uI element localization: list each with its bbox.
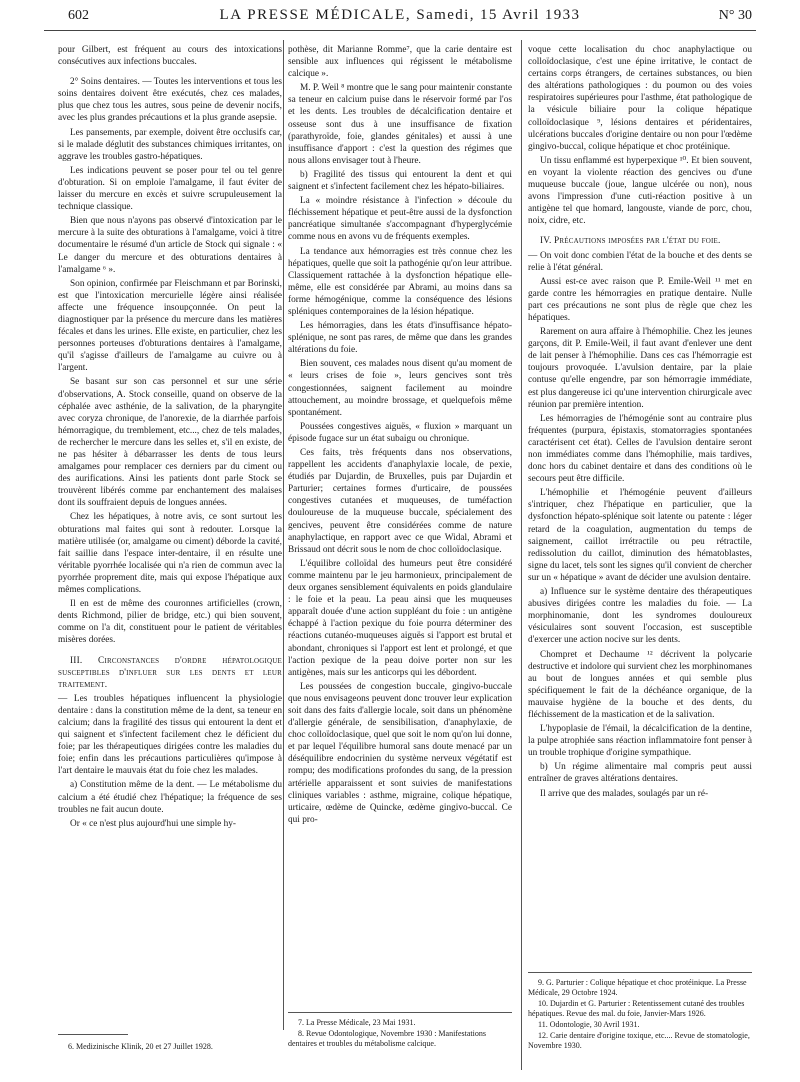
paragraph: Aussi est-ce avec raison que P. Emile-Weil ¹¹ met en garde contre les hémorragies en pratique dentaire. Nulle part ces précautions ne sont plus de règle que chez les hépatiques. — [528, 276, 752, 323]
paragraph: Chez les hépatiques, à notre avis, ce sont surtout les obturations mal faites qui sont à redouter. Lorsque la matière utilisée (or, amalgame ou ciment) déborde la cavité, fait saillie dans l'espace inter-dentaire, il en résulte une véritable pyorrhée localisée qui n'a rien de commun avec la pyorrhée proprement dite, mais qui expose l'hépatique aux mêmes complications. — [58, 512, 282, 596]
paragraph: La « moindre résistance à l'infection » découle du fléchissement hépatique et peut-être aussi de la dysfonction pancréatique simultanée s'accompagnant d'hyperglycémie comme nous en avons vu de fréquents exemples. — [288, 196, 512, 243]
paragraph: Rarement on aura affaire à l'hémophilie. Chez les jeunes garçons, dit P. Emile-Weil, il faut avant d'enlever une dent de lait penser à l'hémophilie. Dans ces cas l'hémorragie est toujours provoquée. L'avulsion dentaire, par la plaie contuse qu'elle engendre, par son hémorragie immédiate, est plus dangereuse ici qu'une intervention chirurgicale avec réunion par première intention. — [528, 327, 752, 410]
column-divider — [521, 40, 522, 1070]
footnote-rule — [288, 1012, 512, 1013]
paragraph: 2° Soins dentaires. — Toutes les interventions et tous les soins dentaires doivent être exécutés, chez ces malades, plus que chez tous les autres, sous peine de devenir nocifs, avec les plus grandes précautions et la plus grande asepsie. — [58, 77, 282, 124]
footnotes-col-1 — [58, 1042, 282, 1053]
paragraph: — Les troubles hépatiques influencent la physiologie dentaire : dans la constitution même de la dent, sa teneur en calcium; dans la fragilité des tissus qui entourent la dent et qui saignent et s'infectent facilement chez le déficient du foie; par les thérapeutiques dirigées contre les maladies du foie; enfin dans les précautions particulières qu'impose à l'art dentaire le mauvais état du foie chez les malades. — [58, 693, 282, 777]
footnote-8: 8. Revue Odontologique, Novembre 1930 : Manifestations dentaires et troubles du métabolisme calcique. — [288, 1029, 486, 1048]
paragraph: Chompret et Dechaume ¹² décrivent la polycarie destructive et indolore qui survient chez les morphinomanes au bout de longues années et qui semble plus spécifiquement le fait de la déchéance organique, de la mauvaise hygiène de la bouche et des dents, du fléchissement de la mastication et de la salivation. — [528, 649, 752, 720]
journal-name: LA PRESSE MÉDICALE, — [219, 7, 412, 23]
paragraph: Ces faits, très fréquents dans nos observations, rappellent les accidents d'anaphylaxie locale, de pexie, étudiés par Dujardin, de Bruxelles, puis par Dujardin et Parturier; certaines formes d'urticaire, de poussées congestives cutanées et muqueuses, de tuméfaction douloureuse de la muqueuse buccale, spécialement des gencives, peuvent être considérées comme de nature anaphylactique, en rapport avec ce que Widal, Abrami et Brissaud ont décrit sous le nom de choc colloïdoclasique. — [288, 448, 512, 555]
paragraph: Se basant sur son cas personnel et sur une série d'observations, A. Stock conseille, quand on observe de la céphalée avec asthénie, de la salivation, de la pharyngite avec coryza chronique, de l'anorexie, de la diarrhée parfois hémorragique, du tremblement, etc..., chez de tels malades, de rechercher le mercure dans les selles et, s'il en existe, de ne pas hésiter à débarrasser les dents de tous leurs amalgames pour remplacer ces derniers par du ciment ou des aurifications. Ainsi les patients dont parle Stock se trouvèrent libérés comme par enchantement des malaises dont ils souffraient depuis de longues années. — [58, 377, 282, 509]
section-heading-4: IV. Précautions imposées par l'état du foie. — [540, 236, 721, 247]
running-title — [44, 7, 756, 24]
footnote-10: 10. Dujardin et G. Parturier : Retentissement cutané des troubles hépatiques. Revue des mal. du foie, Janvier-Mars 1926. — [528, 999, 745, 1018]
paragraph: Son opinion, confirmée par Fleischmann et par Borinski, est que l'intoxication mercurielle légère ainsi réalisée affecte une fréquence insoupçonnée. On peut la diagnostiquer par la présence du mercure dans les matières fécales et dans les urines. Elle existe, en particulier, chez les personnes porteuses d'obturations dentaires à l'amalgame, qu'il s'agisse d'ailleurs de l'amalgame au cuivre ou à l'argent. — [58, 278, 282, 374]
paragraph: pothèse, dit Marianne Romme⁷, que la carie dentaire est sensible aux influences qui régissent le métabolisme calcique ». — [288, 45, 512, 80]
paragraph: b) Un régime alimentaire mal compris peut aussi entraîner de graves altérations dentaires. — [528, 762, 752, 785]
page-header — [44, 4, 756, 31]
paragraph: pour Gilbert, est fréquent au cours des intoxications consécutives aux infections buccales. — [58, 45, 282, 68]
paragraph: a) Influence sur le système dentaire des thérapeutiques abusives dirigées contre les maladies du foie. — La morphinomanie, dont les syndromes douloureux vésiculaires sont souvent l'occasion, est susceptible d'exercer une action nocive sur les dents. — [528, 587, 752, 646]
paragraph: Les hémorragies, dans les états d'insuffisance hépato-splénique, ne sont pas rares, de même que dans les grandes altérations du foie. — [288, 321, 512, 356]
column-2 — [288, 44, 512, 828]
paragraph: Il en est de même des couronnes artificielles (crown, dents Richmond, pilier de bridge, etc.) qui bien souvent, comme on l'a dit, constituent pour le patient de véritables misères dorées. — [58, 599, 282, 646]
paragraph: — On voit donc combien l'état de la bouche et des dents se relie à l'état général. — [528, 250, 752, 273]
page-number: 602 — [68, 8, 89, 23]
paragraph: L'hémophilie et l'hémogénie peuvent d'ailleurs s'intriquer, chez l'hépatique en particulier, que la dysfonction hépato-splénique soit latente ou patente : léger retard de la coagulation, augmentation du temps de saignement, caillot irrétractile ou peu rétractile, redissolution du caillot, diminution des hématoblastes, signe du lacet, tels sont les signes qu'il convient de chercher sur un « hépatique » avant de décider une avulsion dentaire. — [528, 488, 752, 583]
paragraph: voque cette localisation du choc anaphylactique ou colloïdoclasique, c'est une épine irritative, le contact de certains corps étrangers, de certaines substances, ou bien des altérations pathologiques : du poumon ou des voies respiratoires supérieures pour l'asthme, état pathologique de la vésicule biliaire pour la colique hépatique colloïdoclasique ⁹, lésions dentaires et péridentaires, ulcérations buccales d'origine dentaire ou non pour l'œdème gingivo-buccal, colique hépatique et choc protéinique. — [528, 45, 752, 152]
column-3 — [528, 44, 752, 802]
footnotes-col-2 — [288, 1018, 512, 1050]
paragraph: Un tissu enflammé est hyperpexique ¹⁰. Et bien souvent, en voyant la violente réaction des gencives ou d'une muqueuse buccale (joue, langue ulcérée ou non), nous avons l'impression d'une cuti-réaction positive à un antigène tel que homard, langouste, viande de porc, chou, noix, cidre, etc. — [528, 155, 752, 227]
issue-number: N° 30 — [718, 8, 752, 23]
footnote-12: 12. Carie dentaire d'origine toxique, etc.... Revue de stomatologie, Novembre 1930. — [528, 1031, 750, 1050]
footnote-6: 6. Medizinische Klinik, 20 et 27 Juillet 1928. — [68, 1042, 213, 1051]
paragraph: Poussées congestives aiguës, « fluxion » marquant un épisode fugace sur un état subaigu ou chronique. — [288, 421, 512, 444]
footnotes-col-3 — [528, 978, 752, 1052]
column-divider — [283, 40, 284, 1030]
paragraph: L'équilibre colloïdal des humeurs peut être considéré comme maintenu par le jeu harmonieux, principalement de deux organes sensiblement équivalents en poids glandulaire : le foie et la peau. La peau ainsi que les muqueuses apparaît douée d'une action suppléant du foie : un antigène échappé à l'action pexique du foie pourra déterminer des réactions cutanéo-muqueuses aiguës si l'apport est brutal et abondant, chroniques si l'apport est lent et prolongé, et que l'action pexique de la peau doive porter non sur les antigènes, mais sur les anticorps qui les débordent. — [288, 558, 512, 678]
footnote-7: 7. La Presse Médicale, 23 Mai 1931. — [298, 1018, 416, 1027]
paragraph: Il arrive que des malades, soulagés par un ré- — [540, 788, 709, 799]
paragraph: M. P. Weil ⁸ montre que le sang pour maintenir constante sa teneur en calcium puise dans le réservoir formé par l'os et les dents. Les troubles de décalcification dentaire et osseuse sont dus à une insuffisance de fixation (parathyroïde, foie, glandes génitales) et aussi à une insuffisance d'apport : c'est la question des régimes que nous allons envisager tout à l'heure. — [288, 83, 512, 166]
footnote-rule — [528, 972, 752, 973]
paragraph: La tendance aux hémorragies est très connue chez les hépatiques, quelle que soit la pathogénie qu'on leur attribue. Classiquement rattachée à la dysfonction hépatique elle-même, elle est considérée par Abrami, au moins dans sa forme hémogénique, comme la conséquence des lésions spléniques contemporaines de la lésion hépatique. — [288, 246, 512, 317]
paragraph: Bien souvent, ces malades nous disent qu'au moment de « leurs crises de foie », leurs gencives sont très congestionnées, saignent facilement au moindre attouchement, au moindre brossage, et quelquefois même spontanément. — [288, 359, 512, 418]
issue-date: Samedi, 15 Avril 1933 — [416, 7, 581, 23]
footnote-9: 9. G. Parturier : Colique hépatique et choc protéinique. La Presse Médicale, 29 Octobre 1924. — [528, 978, 747, 997]
paragraph: L'hypoplasie de l'émail, la décalcification de la dentine, la pulpe atrophiée sans réaction inflammatoire font penser à un trouble trophique d'origine sympathique. — [528, 724, 752, 759]
paragraph: Les poussées de congestion buccale, gingivo-buccale que nous envisageons peuvent donc trouver leur explication soit dans des faits d'allergie locale, soit dans un phénomène d'allergie générale, de sensibilisation, d'anaphylaxie, de choc colloïdoclasique, quel que soit le nom qu'on lui donne, et par lequel l'équilibre humoral sans doute menacé par un déséquilibre endocrinien du système nerveux végétatif est rompu; des modifications profondes du sang, de la pression artérielle apparaissent et sont suivies de manifestations cliniques variables : asthme, migraine, colique hépatique, urticaire, œdème de Quincke, œdème gingivo-buccal. Ce qui pro- — [288, 681, 512, 825]
paragraph: a) Constitution même de la dent. — Le métabolisme du calcium a été étudié chez l'hépatique; la fréquence de ses troubles ne fait aucun doute. — [58, 780, 282, 815]
paragraph: b) Fragilité des tissus qui entourent la dent et qui saignent et s'infectent facilement chez les hépato-biliaires. — [288, 169, 512, 193]
footnote-11: 11. Odontologie, 30 Avril 1931. — [538, 1020, 640, 1029]
paragraph: Les hémorragies de l'hémogénie sont au contraire plus fréquentes (purpura, épistaxis, stomatorragies spontanées caractérisent cet état). Celles de l'avulsion dentaire seront non immédiates comme dans l'hémophilie, mais tardives, donc hors du cabinet dentaire et dans des conditions où le secours peut être difficile. — [528, 413, 752, 485]
section-heading-3: III. Circonstances d'ordre hépatologique susceptibles d'influer sur les dents et leur traitement. — [58, 655, 282, 690]
paragraph: Or « ce n'est plus aujourd'hui une simple hy- — [70, 818, 237, 829]
footnote-rule — [58, 1034, 128, 1035]
paragraph: Bien que nous n'ayons pas observé d'intoxication par le mercure à la suite des obturations à l'amalgame, voici à titre documentaire le résumé d'un article de Stock qui signale : « Le danger du mercure et des obturations dentaires à l'amalgame ⁶ ». — [58, 216, 282, 275]
paragraph: Les pansements, par exemple, doivent être occlusifs car, si le malade déglutit des substances chimiques irritantes, on aggrave les troubles gastro-hépatiques. — [58, 127, 282, 162]
column-1 — [58, 44, 282, 832]
paragraph: Les indications peuvent se poser pour tel ou tel genre d'obturation. Si on emploie l'amalgame, il faut éviter de laisser du mercure en excès et suivre scrupuleusement la technique classique. — [58, 165, 282, 213]
